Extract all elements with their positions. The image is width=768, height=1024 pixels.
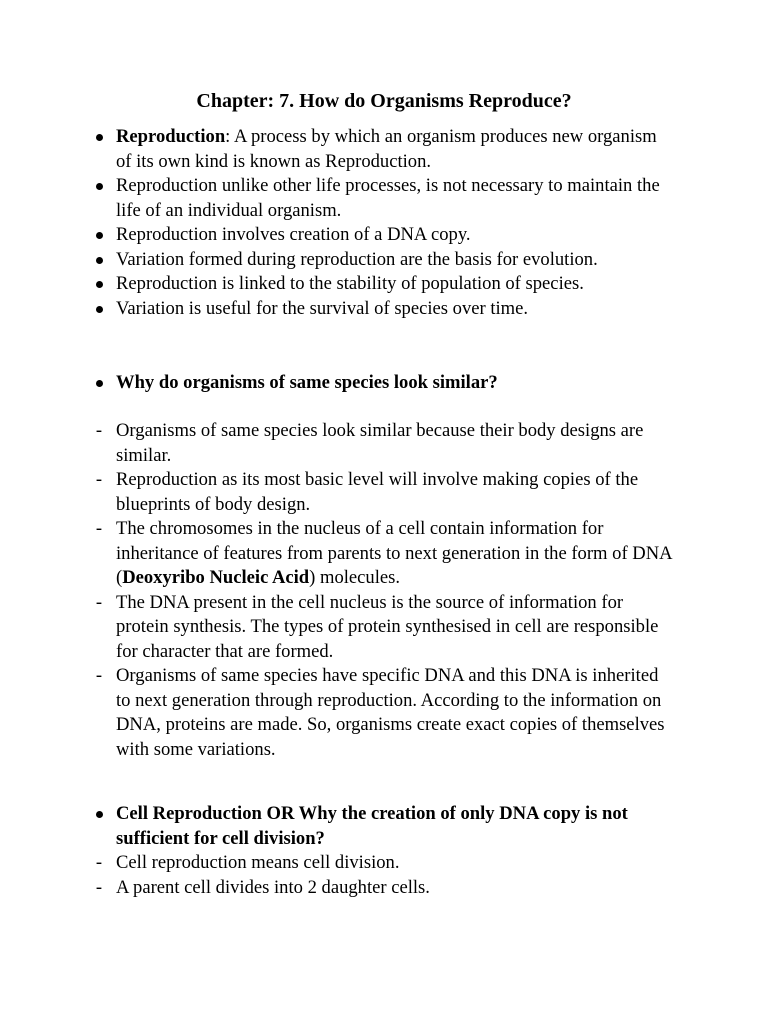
bullet-dash-icon — [92, 468, 106, 493]
list-item-text: Cell reproduction means cell division. — [116, 852, 400, 873]
list-item — [0, 248, 676, 273]
list-item — [0, 876, 676, 901]
list-item-text: The DNA present in the cell nucleus is the source of information for protein synthesis. The types of protein synthesised in cell are responsible for character that are formed. — [116, 591, 659, 662]
list-item — [0, 272, 676, 297]
list-item — [0, 419, 676, 468]
list-item-text: Reproduction is linked to the stability of population of species. — [116, 273, 584, 294]
definition-text: : A process by which an organism produces new organism of its own kind is known as Reproduction. — [116, 126, 657, 172]
list-item — [0, 802, 676, 851]
list-item — [0, 125, 676, 174]
list-item — [0, 223, 676, 248]
list-item — [0, 468, 676, 517]
list-item — [0, 174, 676, 223]
list-item — [0, 851, 676, 876]
bullet-dot-icon — [92, 223, 106, 239]
bullet-dot-icon — [92, 802, 106, 818]
bullet-dash-icon — [92, 664, 106, 689]
question-1-text: Why do organisms of same species look similar? — [116, 372, 498, 393]
list-item-text: Variation formed during reproduction are the basis for evolution. — [116, 248, 598, 270]
list-item-text: ) molecules. — [309, 567, 401, 588]
question-1 — [0, 371, 768, 396]
bullet-dot-icon — [92, 125, 106, 141]
bullet-dot-icon — [92, 272, 106, 288]
term-reproduction: Reproduction — [116, 126, 226, 147]
question-2 — [0, 802, 768, 851]
answer-1-list — [0, 419, 768, 762]
bullet-dot-icon — [92, 248, 106, 264]
list-item — [0, 664, 676, 762]
answer-2-list — [0, 851, 768, 900]
bullet-dash-icon — [92, 876, 106, 901]
dna-full-form: Deoxyribo Nucleic Acid — [122, 567, 310, 588]
bullet-dot-icon — [92, 297, 106, 313]
list-item — [0, 517, 676, 591]
list-item-text: A parent cell divides into 2 daughter cells. — [116, 876, 430, 898]
bullet-dash-icon — [92, 591, 106, 616]
question-2-text: Cell Reproduction OR Why the creation of only DNA copy is not sufficient for cell division? — [116, 803, 628, 849]
list-item-text: Reproduction as its most basic level will involve making copies of the blueprints of body design. — [116, 469, 639, 515]
list-item — [0, 297, 676, 322]
bullet-dot-icon — [92, 174, 106, 190]
list-item-text: Reproduction unlike other life processes, is not necessary to maintain the life of an individual organism. — [116, 175, 660, 221]
bullet-dot-icon — [92, 371, 106, 387]
list-item-text: Organisms of same species look similar because their body designs are similar. — [116, 420, 644, 466]
list-item — [0, 591, 676, 665]
page-title: Chapter: 7. How do Organisms Reproduce? — [196, 90, 572, 112]
list-item-text: Variation is useful for the survival of species over time. — [116, 297, 529, 319]
list-item-text: The chromosomes in the nucleus of a cell contain information for inheritance of features from parents to next generation in the form of DNA ( — [116, 518, 672, 588]
intro-bullet-list — [0, 125, 768, 321]
bullet-dash-icon — [92, 851, 106, 876]
list-item-text: Reproduction involves creation of a DNA copy. — [116, 224, 471, 245]
list-item — [0, 371, 676, 396]
bullet-dash-icon — [92, 517, 106, 542]
bullet-dash-icon — [92, 419, 106, 444]
list-item-text: Organisms of same species have specific DNA and this DNA is inherited to next generation through reproduction. According to the information on DNA, proteins are made. So, organisms create exact copies of themselves with some variations. — [116, 665, 665, 760]
